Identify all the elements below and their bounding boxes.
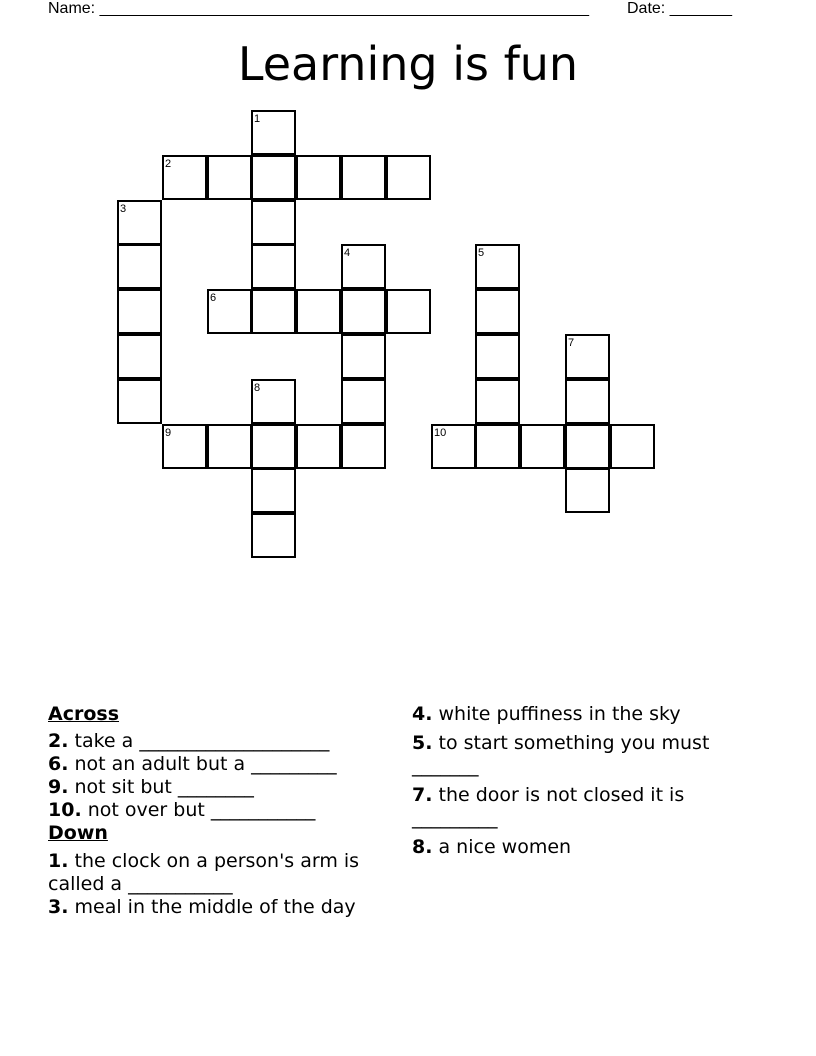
- down-clue-list-left: [48, 850, 388, 919]
- clue-down-7: 7. the door is not closed it is _________: [412, 784, 685, 829]
- name-field: Name: _______________________________________________________: [48, 0, 589, 17]
- grid-cell[interactable]: [341, 244, 386, 289]
- clue-across-6: 6. not an adult but a _________: [48, 753, 337, 775]
- grid-cell[interactable]: [610, 424, 655, 469]
- puzzle-title: Learning is fun: [237, 37, 579, 91]
- grid-cell[interactable]: [207, 155, 252, 200]
- grid-cell[interactable]: [386, 289, 431, 334]
- grid-cell[interactable]: [117, 379, 162, 424]
- cell-number: 3: [120, 203, 127, 215]
- cell-number: 8: [254, 382, 261, 394]
- grid-cell[interactable]: [117, 289, 162, 334]
- clue-down-1: 1. the clock on a person's arm is called a ___________: [48, 850, 360, 895]
- grid-cell[interactable]: [296, 155, 341, 200]
- grid-cell[interactable]: [386, 155, 431, 200]
- grid-cell[interactable]: [475, 379, 520, 424]
- grid-cell[interactable]: [162, 155, 207, 200]
- cell-number: 10: [434, 427, 447, 439]
- clue-down-8: 8. a nice women: [412, 836, 572, 858]
- grid-cell[interactable]: [341, 289, 386, 334]
- grid-cell[interactable]: [251, 379, 296, 424]
- grid-cell[interactable]: [296, 289, 341, 334]
- cell-number: 4: [344, 247, 351, 259]
- grid-cell[interactable]: [251, 155, 296, 200]
- grid-cell[interactable]: [117, 244, 162, 289]
- grid-cell[interactable]: [251, 110, 296, 155]
- across-heading: Across: [48, 703, 120, 725]
- grid-cell[interactable]: [251, 468, 296, 513]
- grid-cell[interactable]: [207, 289, 252, 334]
- grid-cell[interactable]: [475, 334, 520, 379]
- grid-cell[interactable]: [431, 424, 476, 469]
- clues-right-column: [412, 703, 742, 865]
- clue-down-4: 4. white puffiness in the sky: [412, 703, 681, 725]
- cell-number: 7: [568, 337, 575, 349]
- cell-number: 2: [165, 158, 172, 170]
- cell-number: 9: [165, 427, 172, 439]
- grid-cell[interactable]: [251, 424, 296, 469]
- clue-across-9: 9. not sit but ________: [48, 776, 254, 798]
- grid-cell[interactable]: [520, 424, 565, 469]
- clue-down-3: 3. meal in the middle of the day: [48, 896, 356, 918]
- grid-cell[interactable]: [207, 424, 252, 469]
- grid-cell[interactable]: [251, 244, 296, 289]
- grid-cell[interactable]: [251, 513, 296, 558]
- grid-cell[interactable]: [251, 200, 296, 245]
- grid-cell[interactable]: [341, 379, 386, 424]
- grid-cell[interactable]: [475, 424, 520, 469]
- grid-cell[interactable]: [565, 334, 610, 379]
- grid-cell[interactable]: [296, 424, 341, 469]
- date-field: Date: _______: [627, 0, 732, 17]
- clue-down-5: 5. to start something you must _______: [412, 732, 710, 777]
- grid-cell[interactable]: [117, 334, 162, 379]
- across-clue-list: [48, 730, 388, 822]
- down-heading: Down: [48, 822, 108, 844]
- cell-number: 6: [210, 292, 217, 304]
- grid-cell[interactable]: [475, 289, 520, 334]
- cell-number: 1: [254, 113, 261, 125]
- grid-cell[interactable]: [475, 244, 520, 289]
- clues-left-column: [48, 703, 388, 919]
- clue-across-10: 10. not over but ___________: [48, 799, 316, 821]
- grid-cell[interactable]: [162, 424, 207, 469]
- grid-cell[interactable]: [117, 200, 162, 245]
- cell-number: 5: [478, 247, 485, 259]
- grid-cell[interactable]: [565, 424, 610, 469]
- grid-cell[interactable]: [565, 379, 610, 424]
- grid-cell[interactable]: [341, 334, 386, 379]
- grid-cell[interactable]: [251, 289, 296, 334]
- clue-across-2: 2. take a ____________________: [48, 730, 330, 752]
- grid-cell[interactable]: [341, 155, 386, 200]
- grid-cell[interactable]: [341, 424, 386, 469]
- grid-cell[interactable]: [565, 468, 610, 513]
